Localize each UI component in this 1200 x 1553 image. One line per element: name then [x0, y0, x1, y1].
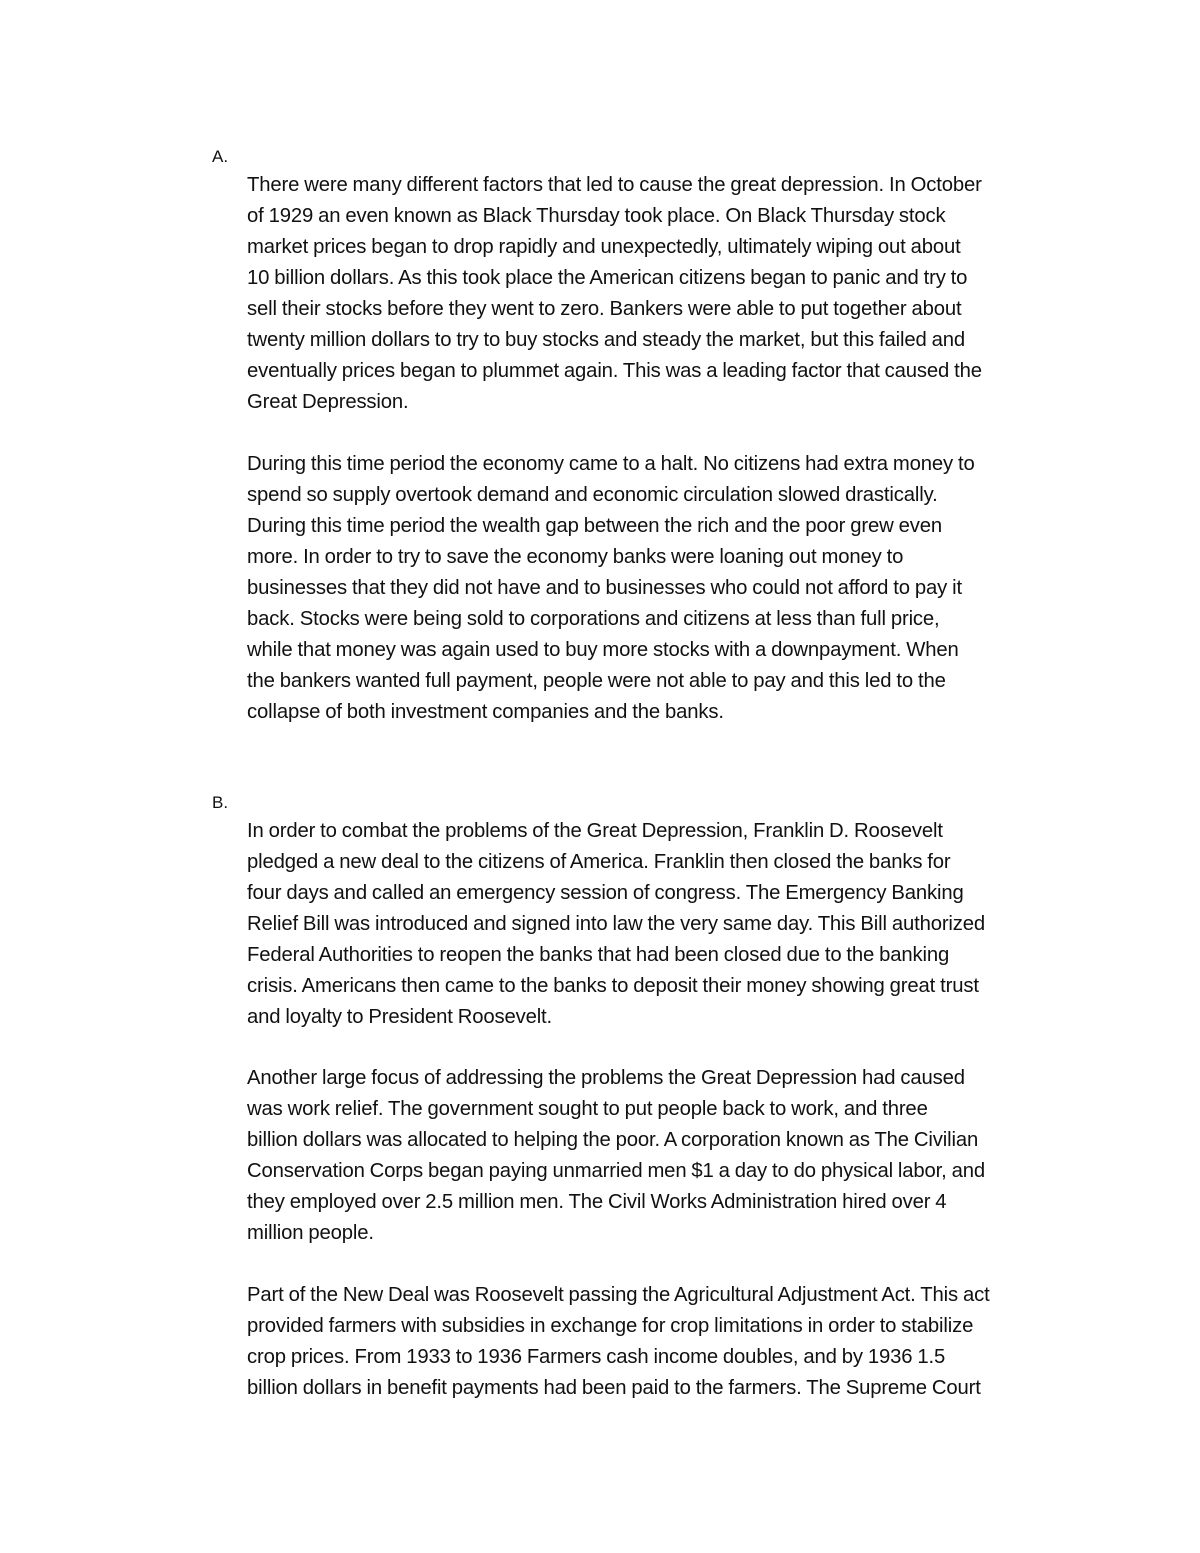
text-line: market prices began to drop rapidly and unexpectedly, ultimately wiping out about [247, 236, 961, 258]
text-line: spend so supply overtook demand and economic circulation slowed drastically. [247, 484, 938, 506]
text-line: four days and called an emergency session of congress. The Emergency Banking [247, 882, 964, 904]
text-line: 10 billion dollars. As this took place the American citizens began to panic and try to [247, 267, 968, 289]
text-line: sell their stocks before they went to zero. Bankers were able to put together about [247, 298, 962, 320]
text-line: crop prices. From 1933 to 1936 Farmers cash income doubles, and by 1936 1.5 [247, 1346, 946, 1368]
text-line: was work relief. The government sought to put people back to work, and three [247, 1098, 928, 1120]
text-line: twenty million dollars to try to buy stocks and steady the market, but this failed and [247, 329, 965, 351]
text-line: pledged a new deal to the citizens of America. Franklin then closed the banks for [247, 851, 951, 873]
text-line: During this time period the wealth gap between the rich and the poor grew even [247, 515, 942, 537]
text-line: more. In order to try to save the economy banks were loaning out money to [247, 546, 904, 568]
section-a-label: A. [212, 147, 229, 166]
text-line: Part of the New Deal was Roosevelt passing the Agricultural Adjustment Act. This act [247, 1284, 990, 1306]
text-line: In order to combat the problems of the Great Depression, Franklin D. Roosevelt [247, 820, 943, 842]
text-line: they employed over 2.5 million men. The Civil Works Administration hired over 4 [247, 1191, 947, 1213]
text-line: During this time period the economy came to a halt. No citizens had extra money to [247, 453, 975, 475]
text-line: Relief Bill was introduced and signed into law the very same day. This Bill authorized [247, 913, 986, 935]
text-line: Great Depression. [247, 391, 409, 413]
text-line: Another large focus of addressing the problems the Great Depression had caused [247, 1067, 965, 1089]
text-line: businesses that they did not have and to businesses who could not afford to pay it [247, 577, 962, 599]
section-a-paragraph-2 [247, 449, 1062, 728]
section-a-paragraph-1 [247, 170, 1062, 418]
text-line: provided farmers with subsidies in exchange for crop limitations in order to stabilize [247, 1315, 974, 1337]
text-line: and loyalty to President Roosevelt. [247, 1006, 553, 1028]
section-b-paragraph-3 [247, 1280, 1062, 1404]
text-line: Conservation Corps began paying unmarried men $1 a day to do physical labor, and [247, 1160, 986, 1182]
text-line: collapse of both investment companies and the banks. [247, 701, 724, 723]
text-line: of 1929 an even known as Black Thursday took place. On Black Thursday stock [247, 205, 946, 227]
text-line: million people. [247, 1222, 374, 1244]
section-b-paragraph-2 [247, 1063, 1062, 1249]
text-line: eventually prices began to plummet again. This was a leading factor that caused the [247, 360, 982, 382]
text-line: while that money was again used to buy more stocks with a downpayment. When [247, 639, 959, 661]
section-b-label: B. [212, 793, 229, 812]
section-b-paragraph-1 [247, 816, 1062, 1033]
text-line: billion dollars in benefit payments had been paid to the farmers. The Supreme Court [247, 1377, 981, 1399]
text-line: crisis. Americans then came to the banks to deposit their money showing great trust [247, 975, 979, 997]
text-line: billion dollars was allocated to helping the poor. A corporation known as The Civilian [247, 1129, 979, 1151]
text-line: the bankers wanted full payment, people were not able to pay and this led to the [247, 670, 946, 692]
text-line: back. Stocks were being sold to corporations and citizens at less than full price, [247, 608, 940, 630]
text-line: There were many different factors that led to cause the great depression. In October [247, 174, 982, 196]
text-line: Federal Authorities to reopen the banks that had been closed due to the banking [247, 944, 950, 966]
